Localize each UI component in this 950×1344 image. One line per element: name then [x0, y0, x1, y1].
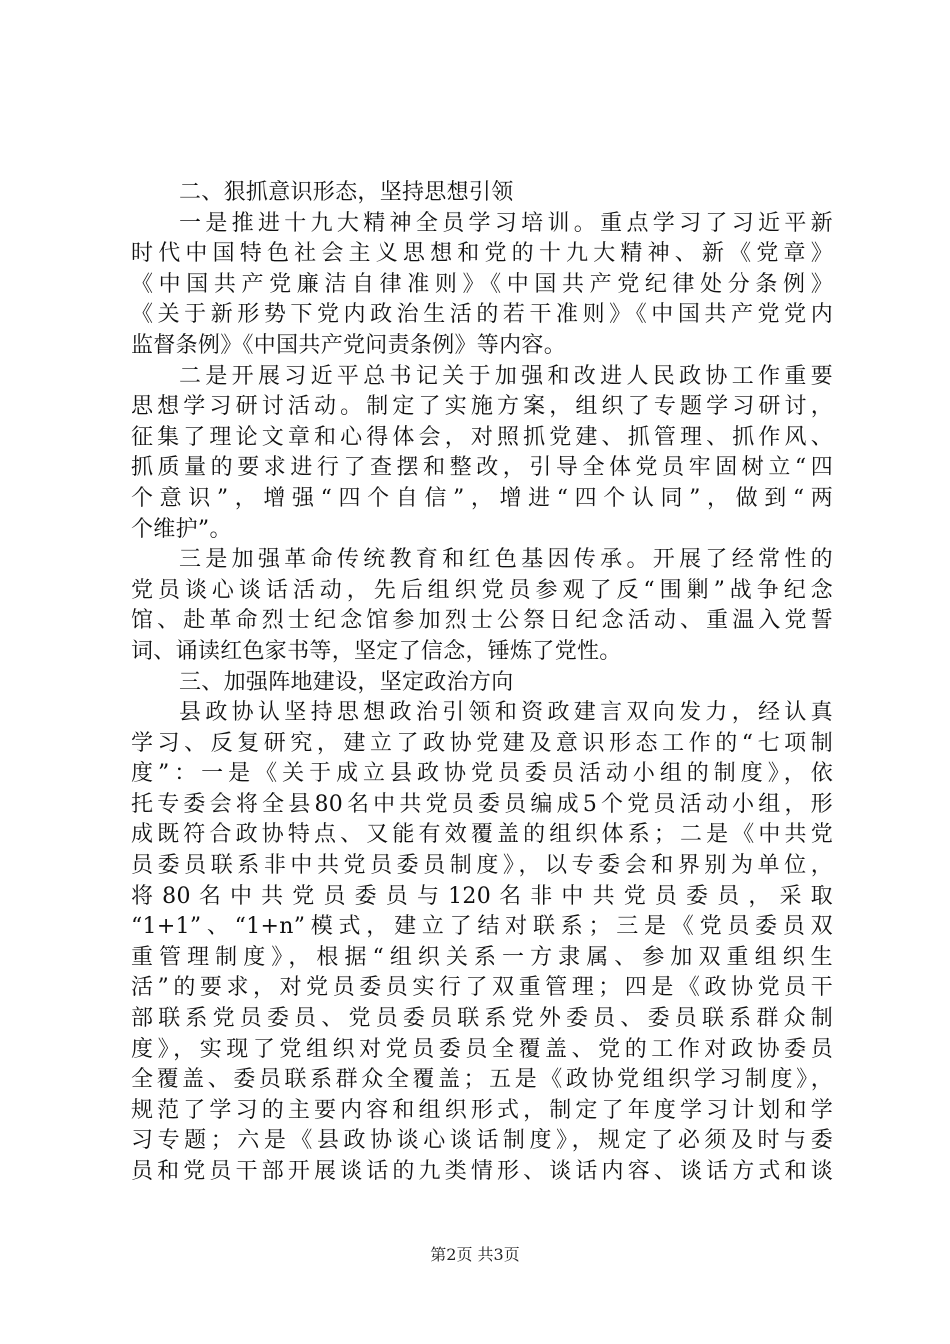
text-line: 二是开展习近平总书记关于加强和改进人民政协工作重要 — [179, 363, 833, 389]
text-line: 党员谈心谈话活动，先后组织党员参观了反“围剿”战争纪念 — [131, 577, 833, 603]
text-line: 《中国共产党廉洁自律准则》《中国共产党纪律处分条例》 — [131, 271, 833, 297]
text-line: 员和党员干部开展谈话的九类情形、谈话内容、谈话方式和谈 — [131, 1159, 833, 1184]
text-line: 二、狠抓意识形态，坚持思想引领 — [179, 180, 514, 205]
page-footer: 第2页 共3页 — [430, 1245, 520, 1264]
text-line: 三、加强阵地建设，坚定政治方向 — [179, 669, 514, 695]
text-line: 习专题；六是《县政协谈心谈话制度》，规定了必须及时与委 — [131, 1128, 833, 1154]
text-line: 部联系党员委员、党员委员联系党外委员、委员联系群众制 — [131, 1006, 833, 1032]
text-line: 个维护”。 — [131, 516, 232, 542]
text-line: 员委员联系非中共党员委员制度》，以专委会和界别为单位， — [131, 853, 833, 879]
text-line: 托专委会将全县80名中共党员委员编成5个党员活动小组，形 — [131, 791, 833, 817]
text-line: 词、诵读红色家书等，坚定了信念，锤炼了党性。 — [131, 638, 622, 664]
text-line: 全覆盖、委员联系群众全覆盖；五是《政协党组织学习制度》， — [131, 1067, 833, 1093]
text-line: 时代中国特色社会主义思想和党的十九大精神、新《党章》 — [131, 241, 833, 267]
document-body — [131, 178, 833, 1188]
text-line: 活”的要求，对党员委员实行了双重管理；四是《政协党员干 — [131, 975, 833, 1001]
text-line: 三是加强革命传统教育和红色基因传承。开展了经常性的 — [179, 547, 833, 573]
text-line: 一是推进十九大精神全员学习培训。重点学习了习近平新 — [179, 210, 833, 236]
text-line: 思想学习研讨活动。制定了实施方案，组织了专题学习研讨， — [131, 394, 833, 420]
text-line: 征集了理论文章和心得体会，对照抓党建、抓管理、抓作风、 — [131, 424, 833, 450]
text-line: “1+1”、“1+n”模式，建立了结对联系；三是《党员委员双 — [131, 914, 833, 940]
text-line: 重管理制度》，根据“组织关系一方隶属、参加双重组织生 — [131, 944, 833, 970]
text-line: 个意识”，增强“四个自信”，增进“四个认同”，做到“两 — [131, 485, 833, 511]
text-line: 规范了学习的主要内容和组织形式，制定了年度学习计划和学 — [131, 1097, 833, 1123]
text-line: 抓质量的要求进行了查摆和整改，引导全体党员牢固树立“四 — [131, 455, 833, 481]
text-line: 度》，实现了党组织对党员委员全覆盖、党的工作对政协委员 — [131, 1036, 833, 1062]
text-line: 度”：一是《关于成立县政协党员委员活动小组的制度》，依 — [131, 761, 833, 787]
text-line: 监督条例》《中国共产党问责条例》等内容。 — [131, 332, 567, 358]
text-line: 成既符合政协特点、又能有效覆盖的组织体系；二是《中共党 — [131, 822, 833, 848]
text-line: 馆、赴革命烈士纪念馆参加烈士公祭日纪念活动、重温入党誓 — [131, 608, 833, 634]
text-line: 县政协认坚持思想政治引领和资政建言双向发力，经认真 — [179, 700, 833, 726]
text-line: 将 80 名 中 共 党 员 委 员 与 120 名 非 中 共 党 员 委 员 ， 采 取 — [131, 883, 833, 909]
text-line: 学习、反复研究，建立了政协党建及意识形态工作的“七项制 — [131, 730, 833, 756]
text-line: 《关于新形势下党内政治生活的若干准则》《中国共产党党内 — [131, 302, 833, 328]
